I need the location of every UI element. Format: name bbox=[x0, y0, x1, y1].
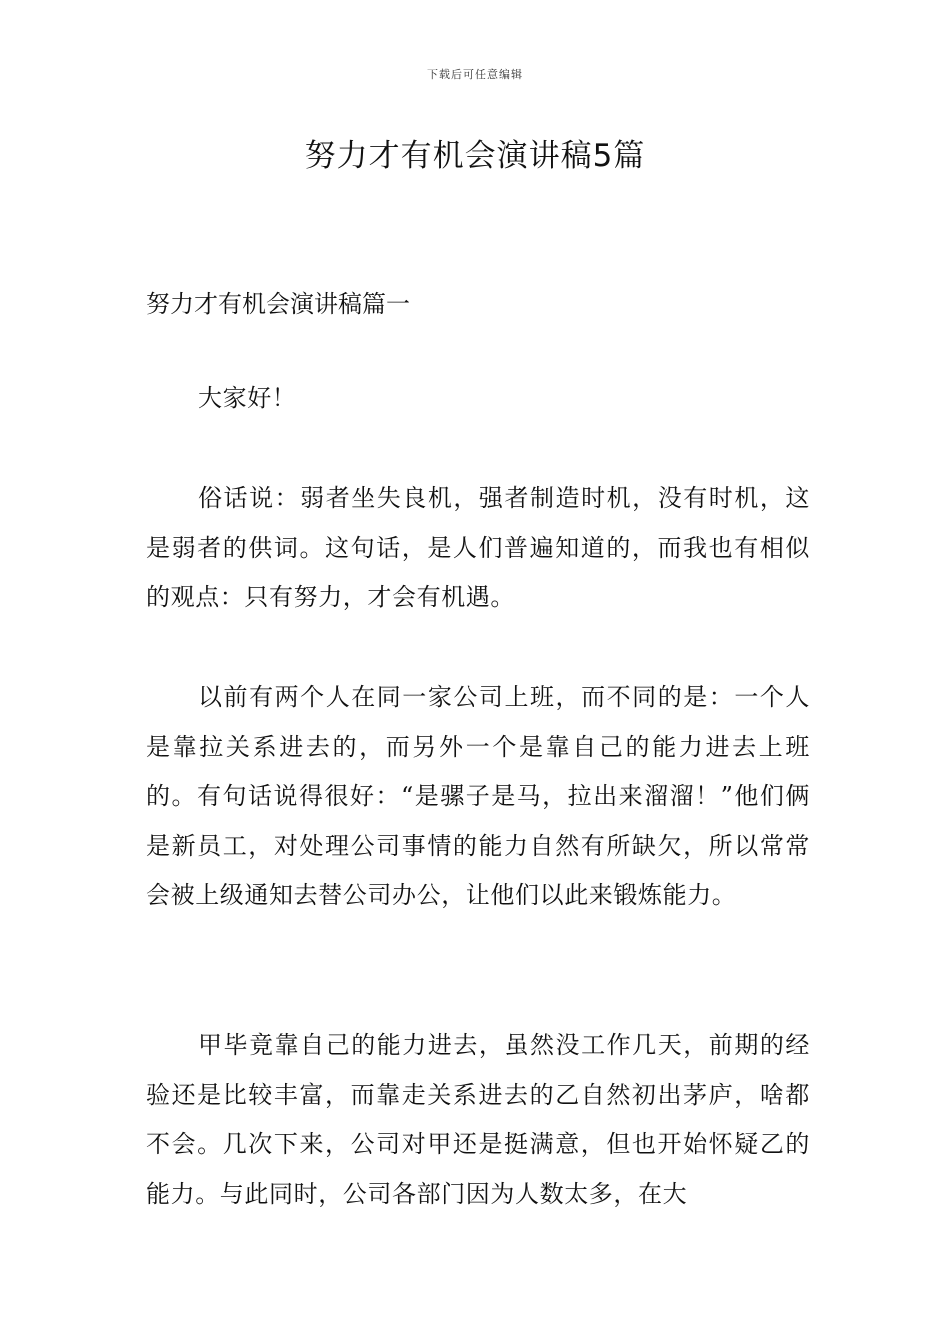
header-note: 下载后可任意编辑 bbox=[427, 68, 523, 81]
section-title: 努力才有机会演讲稿篇一 bbox=[146, 290, 410, 318]
paragraph: 甲毕竟靠自己的能力进去，虽然没工作几天，前期的经验还是比较丰富，而靠走关系进去的乙自然初出茅庐，啥都不会。几次下来，公司对甲还是挺满意，但也开始怀疑乙的能力。与此同时，公司各部门因为人数太多，在大 bbox=[146, 1031, 810, 1208]
paragraph-greeting: 大家好！ bbox=[198, 384, 297, 412]
paragraph: 俗话说：弱者坐失良机，强者制造时机，没有时机，这是弱者的供词。这句话，是人们普遍知道的，而我也有相似的观点：只有努力，才会有机遇。 bbox=[146, 484, 810, 611]
paragraph: 以前有两个人在同一家公司上班，而不同的是：一个人是靠拉关系进去的，而另外一个是靠自己的能力进去上班的。有句话说得很好：“是骡子是马，拉出来溜溜！”他们俩是新员工，对处理公司事情的能力自然有所缺欠，所以常常会被上级通知去替公司办公，让他们以此来锻炼能力。 bbox=[146, 683, 810, 909]
document-title: 努力才有机会演讲稿5篇 bbox=[304, 138, 646, 174]
